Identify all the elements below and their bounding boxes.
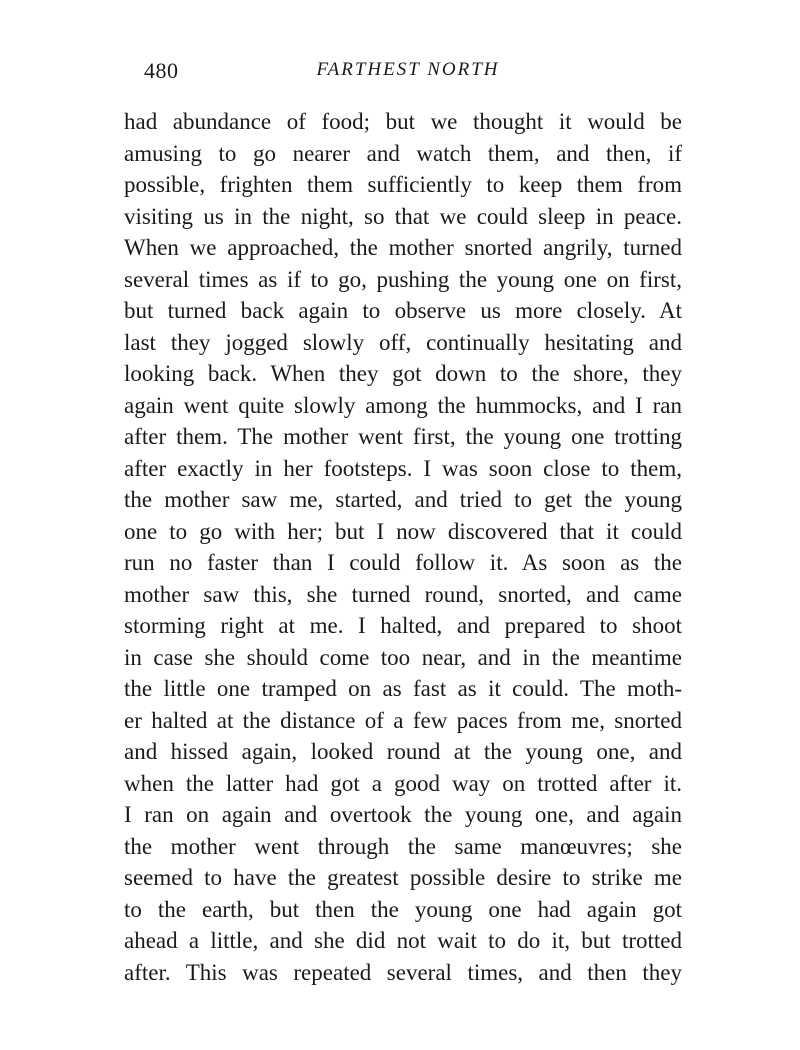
- text-line: again went quite slowly among the hummocks, and I ran: [124, 392, 682, 418]
- text-line: looking back. When they got down to the shore, they: [124, 361, 682, 386]
- page-number: 480: [144, 58, 179, 83]
- text-line: but turned back again to observe us more closely. At: [124, 298, 682, 323]
- text-line: the mother saw me, started, and tried to get the young: [124, 487, 682, 512]
- text-line: to the earth, but then the young one had again got: [124, 896, 682, 922]
- text-line: visiting us in the night, so that we could sleep in peace.: [124, 203, 682, 229]
- text-line: several times as if to go, pushing the young one on first,: [124, 266, 682, 292]
- text-line: amusing to go nearer and watch them, and then, if: [124, 140, 682, 166]
- text-line: ahead a little, and she did not wait to do it, but trotted: [124, 928, 682, 953]
- text-line: run no faster than I could follow it. As soon as the: [124, 550, 682, 575]
- text-line: and hissed again, looked round at the young one, and: [124, 739, 682, 764]
- text-line: When we approached, the mother snorted angrily, turned: [124, 235, 682, 260]
- text-line: last they jogged slowly off, continually hesitating and: [124, 329, 682, 355]
- text-line: er halted at the distance of a few paces from me, snorted: [124, 707, 682, 733]
- page-header: [128, 58, 688, 88]
- text-line: storming right at me. I halted, and prepared to shoot: [124, 613, 682, 638]
- text-line: the little one tramped on as fast as it could. The moth-: [124, 676, 682, 701]
- text-line: after exactly in her footsteps. I was soon close to them,: [124, 455, 682, 481]
- text-line: after them. The mother went first, the young one trotting: [124, 424, 682, 449]
- text-line: mother saw this, she turned round, snorted, and came: [124, 581, 682, 607]
- text-line: after. This was repeated several times, and then they: [124, 959, 682, 985]
- text-line: had abundance of food; but we thought it would be: [124, 109, 682, 134]
- text-line: possible, frighten them sufficiently to keep them from: [124, 172, 682, 197]
- running-title: FARTHEST NORTH: [316, 59, 500, 80]
- text-line: when the latter had got a good way on trotted after it.: [124, 770, 682, 796]
- text-line: one to go with her; but I now discovered that it could: [124, 518, 682, 544]
- body-text: [124, 106, 682, 988]
- text-line: seemed to have the greatest possible desire to strike me: [124, 865, 682, 890]
- text-line: I ran on again and overtook the young one, and again: [124, 802, 682, 827]
- text-line: in case she should come too near, and in the meantime: [124, 644, 682, 670]
- text-line: the mother went through the same manœuvres; she: [124, 833, 682, 859]
